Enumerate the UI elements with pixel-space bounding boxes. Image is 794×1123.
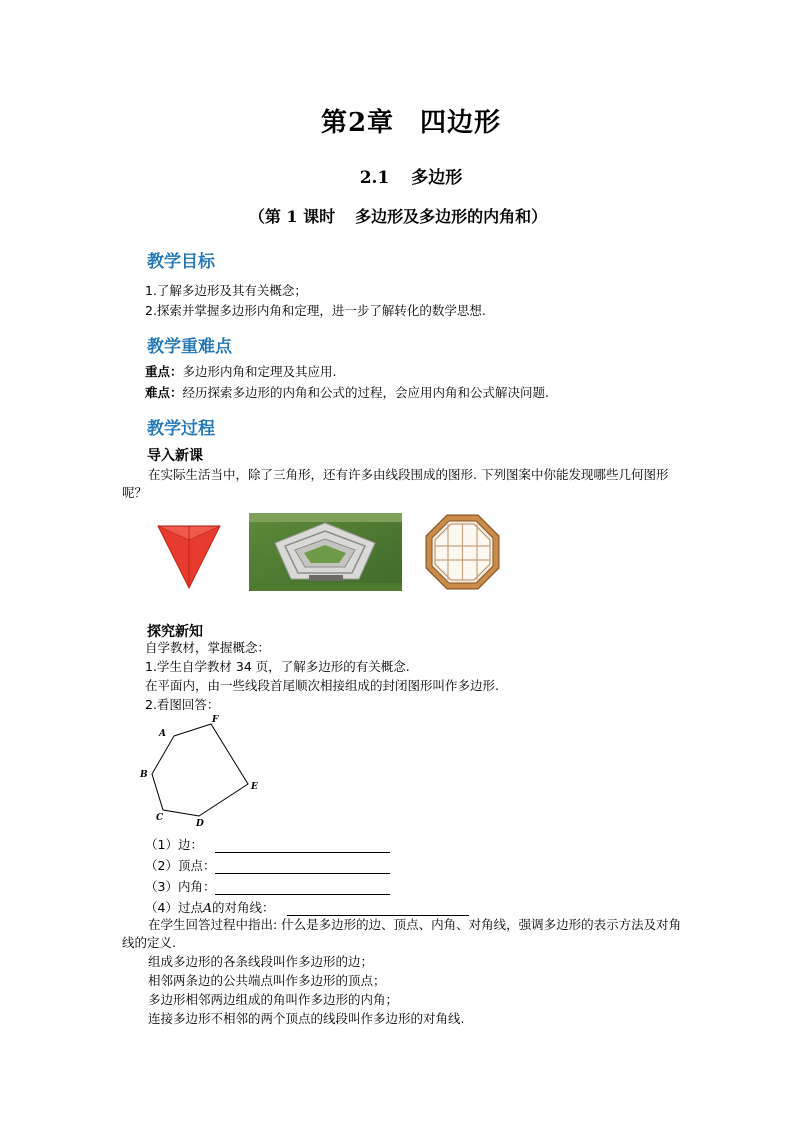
- explore-line-1: 自学教材，掌握概念：: [145, 640, 271, 655]
- explore-heading: 探究新知: [147, 624, 203, 640]
- hexagon-figure: [136, 714, 266, 830]
- lesson-topic: 多边形及多边形的内角和）: [355, 207, 548, 226]
- section-title: [0, 163, 794, 188]
- question-diagonals-label: （4）过点: [145, 900, 203, 915]
- answer-blank-angles[interactable]: [215, 880, 390, 895]
- process-heading: 教学过程: [147, 419, 215, 439]
- answer-blank-edges[interactable]: [215, 838, 390, 853]
- vertex-b-label: B: [140, 770, 148, 780]
- section-name: 多边形: [411, 168, 463, 188]
- question-angles: [145, 877, 390, 895]
- question-diagonals-point: A: [202, 900, 212, 915]
- objective-item-1: 1.了解多边形及其有关概念；: [145, 283, 307, 298]
- vertex-d-label: D: [196, 819, 204, 829]
- question-edges: [145, 835, 390, 853]
- chapter-title: [0, 102, 794, 139]
- question-vertices: [145, 856, 390, 874]
- explore-line-3: 在平面内，由一些线段首尾顺次相接组成的封闭图形叫作多边形.: [145, 678, 499, 693]
- octagon-window-figure: [424, 513, 501, 591]
- lesson-period: （第 1 课时: [248, 207, 336, 226]
- key-points-heading: 教学重难点: [147, 337, 232, 357]
- explore-line-2: 1.学生自学教材 34 页，了解多边形的有关概念.: [145, 659, 410, 674]
- definition-diagonal: 连接多边形不相邻的两个顶点的线段叫作多边形的对角线.: [148, 1011, 465, 1026]
- lesson-title: [0, 204, 794, 227]
- answer-blank-diagonals[interactable]: [287, 901, 469, 916]
- definition-vertex: 相邻两条边的公共端点叫作多边形的顶点；: [148, 973, 386, 988]
- definition-edge: 组成多边形的各条线段叫作多边形的边；: [148, 954, 374, 969]
- question-edges-label: （1）边：: [145, 837, 203, 852]
- vertex-c-label: C: [156, 813, 164, 823]
- objectives-heading: 教学目标: [147, 252, 215, 272]
- pentagon-building-photo: [249, 513, 402, 591]
- question-diagonals-suffix: 的对角线：: [211, 900, 275, 915]
- chapter-number: 第2章: [320, 108, 395, 138]
- answer-blank-vertices[interactable]: [215, 859, 390, 874]
- objective-item-2: 2.探索并掌握多边形内角和定理，进一步了解转化的数学思想.: [145, 303, 486, 318]
- difficulty-label: 难点：: [145, 385, 183, 400]
- definition-interior-angle: 多边形相邻两边组成的角叫作多边形的内角；: [148, 992, 399, 1007]
- section-number: 2.1: [359, 168, 390, 188]
- kite-figure: [152, 524, 226, 590]
- intro-paragraph: 在实际生活当中，除了三角形，还有许多由线段围成的图形. 下列图案中你能发现哪些几何图形呢？: [122, 467, 669, 500]
- vertex-a-label: A: [159, 729, 166, 739]
- question-angles-label: （3）内角：: [145, 879, 216, 894]
- vertex-f-label: F: [212, 715, 219, 725]
- focus-label: 重点：: [145, 364, 183, 379]
- discussion-paragraph: 在学生回答过程中指出: 什么是多边形的边、顶点、内角、对角线，强调多边形的表示方法及对角线的定义.: [122, 917, 682, 950]
- chapter-name: 四边形: [420, 108, 502, 138]
- focus-line: [145, 364, 337, 380]
- explore-line-4: 2.看图回答：: [145, 697, 220, 712]
- intro-heading: 导入新课: [147, 448, 203, 464]
- vertex-e-label: E: [251, 782, 258, 792]
- question-vertices-label: （2）顶点：: [145, 858, 216, 873]
- difficulty-text: 经历探索多边形的内角和公式的过程，会应用内角和公式解决问题.: [182, 385, 549, 400]
- focus-text: 多边形内角和定理及其应用.: [182, 364, 337, 379]
- difficulty-line: [145, 385, 549, 401]
- question-diagonals: [145, 898, 469, 916]
